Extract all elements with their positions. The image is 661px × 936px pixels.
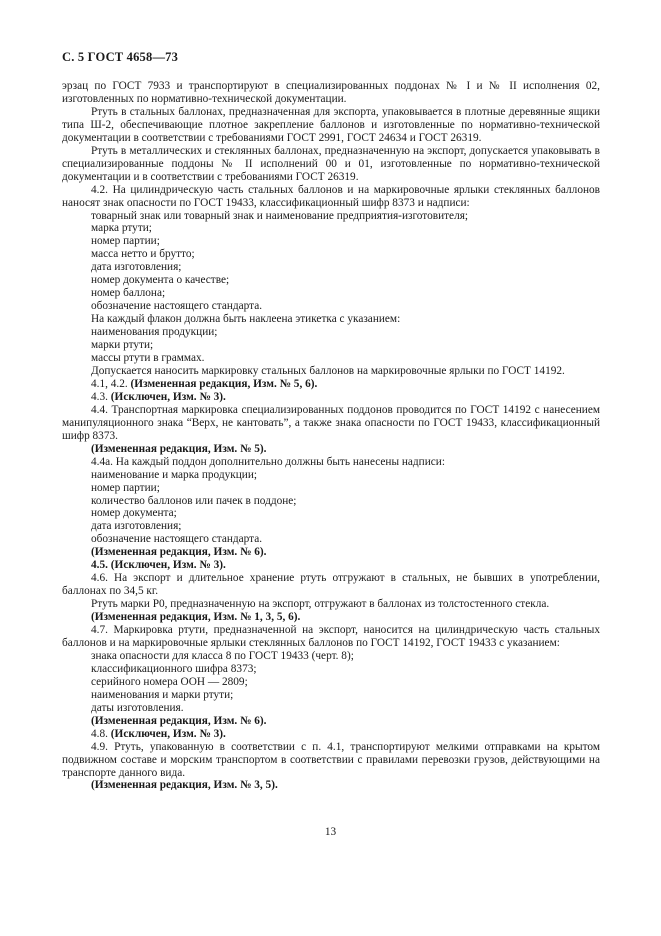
paragraph-text: дата изготовления; <box>91 520 182 533</box>
paragraph-text: товарный знак или товарный знак и наименование предприятия-изготовителя; <box>91 209 469 222</box>
list-item <box>62 274 600 287</box>
paragraph-text: На каждый флакон должна быть наклеена этикетка с указанием: <box>91 313 401 326</box>
paragraph <box>62 443 600 456</box>
paragraph-text: обозначение настоящего стандарта. <box>91 533 263 546</box>
paragraph-text: номер баллона; <box>91 287 166 300</box>
paragraph-text: эрзац по ГОСТ 7933 и транспортируют в специализированных поддонах № I и № II исполнения 02, изготовленных по нормативно-технической документации. <box>62 80 600 105</box>
paragraph-text: марки ртути; <box>91 339 154 352</box>
amendment-note: (Измененная редакция, Изм. № 6). <box>91 714 267 727</box>
paragraph-text: наименование и марка продукции; <box>91 468 258 481</box>
paragraph-text: Ртуть в стальных баллонах, предназначенная для экспорта, упаковывается в плотные деревянные ящики типа Ш-2, обеспечивающие плотное закрепление баллонов и изготовленные по нормативно-технической документации в соответствии с требованиями ГОСТ 2991, ГОСТ 24634 и ГОСТ 26319. <box>62 105 600 144</box>
paragraph <box>62 546 600 559</box>
paragraph-text: номер партии; <box>91 481 160 494</box>
amendment-note: (Измененная редакция, Изм. № 1, 3, 5, 6). <box>91 611 301 624</box>
list-item <box>62 235 600 248</box>
list-item <box>62 248 600 261</box>
paragraph <box>62 106 600 145</box>
list-item <box>62 689 600 702</box>
paragraph <box>62 456 600 469</box>
clause-number: 4.3. <box>91 390 111 403</box>
paragraph <box>62 145 600 184</box>
paragraph-text: 4.4а. На каждый поддон дополнительно должны быть нанесены надписи: <box>91 455 445 468</box>
paragraph <box>62 741 600 780</box>
paragraph-text: классификационного шифра 8373; <box>91 662 257 675</box>
paragraph <box>62 80 600 106</box>
paragraph-text: дата изготовления; <box>91 261 182 274</box>
paragraph-text: Ртуть марки Р0, предназначенную на экспорт, отгружают в баллонах из толстостенного стекла. <box>91 598 550 611</box>
paragraph-text: номер документа о качестве; <box>91 274 230 287</box>
paragraph-text: количество баллонов или пачек в поддоне; <box>91 494 297 507</box>
paragraph <box>62 184 600 210</box>
paragraph-text: серийного номера ООН — 2809; <box>91 675 248 688</box>
paragraph-text: номер партии; <box>91 235 160 248</box>
list-item <box>62 650 600 663</box>
amendment-note: (Измененная редакция, Изм. № 5). <box>91 442 267 455</box>
amendment-note: (Измененная редакция, Изм. № 6). <box>91 546 267 559</box>
paragraph <box>62 728 600 741</box>
paragraph-text: 4.7. Маркировка ртути, предназначенной на экспорт, наносится на цилиндрическую часть стальных баллонов и на маркировочные ярлыки стеклянных баллонов по ГОСТ 14192, ГОСТ 19433 с указанием: <box>62 624 600 649</box>
paragraph-text: наименования и марки ртути; <box>91 688 234 701</box>
list-item <box>62 520 600 533</box>
paragraph-text: массы ртути в граммах. <box>91 352 205 365</box>
paragraph-text: 4.4. Транспортная маркировка специализированных поддонов проводится по ГОСТ 14192 с нанесением манипуляционного знака “Верх, не кантовать”, а также знака опасности по ГОСТ 19433, классификационный шифр 8373. <box>62 403 600 442</box>
amendment-note: 4.5. (Исключен, Изм. № 3). <box>91 559 226 572</box>
paragraph-text: знака опасности для класса 8 по ГОСТ 19433 (черт. 8); <box>91 649 354 662</box>
paragraph <box>62 313 600 326</box>
paragraph <box>62 404 600 443</box>
list-item <box>62 287 600 300</box>
list-item <box>62 339 600 352</box>
list-item <box>62 261 600 274</box>
list-item <box>62 702 600 715</box>
paragraph <box>62 598 600 611</box>
paragraph-text: даты изготовления. <box>91 701 184 714</box>
paragraph <box>62 572 600 598</box>
paragraph <box>62 624 600 650</box>
list-item <box>62 352 600 365</box>
list-item <box>62 495 600 508</box>
list-item <box>62 222 600 235</box>
amendment-note: (Исключен, Изм. № 3). <box>110 727 226 740</box>
paragraph-text: Ртуть в металлических и стеклянных баллонах, предназначенную на экспорт, допускается упаковывать в специализированные поддоны № II исполнений 00 и 01, изготовленные по нормативно-технической документации и в соответствии с требованиями ГОСТ 26319. <box>62 144 600 183</box>
paragraph-text: номер документа; <box>91 507 177 520</box>
paragraph <box>62 391 600 404</box>
paragraph <box>62 779 600 792</box>
list-item <box>62 507 600 520</box>
list-item <box>62 482 600 495</box>
page-number: 13 <box>324 826 337 838</box>
paragraph-text: масса нетто и брутто; <box>91 248 195 261</box>
paragraph-text: Допускается наносить маркировку стальных баллонов на маркировочные ярлыки по ГОСТ 14192. <box>91 364 565 377</box>
clause-number: 4.1, 4.2. <box>91 377 131 390</box>
list-item <box>62 300 600 313</box>
list-item <box>62 469 600 482</box>
amendment-note: (Исключен, Изм. № 3). <box>110 390 226 403</box>
paragraph-text: наименования продукции; <box>91 326 218 339</box>
paragraph-text: обозначение настоящего стандарта. <box>91 300 263 313</box>
list-item <box>62 663 600 676</box>
paragraph-text: 4.9. Ртуть, упакованную в соответствии с п. 4.1, транспортируют мелкими отправками на крытом подвижном составе и морским транспортом в соответствии с правилами перевозки грузов, действующими на транспорте данного вида. <box>62 740 600 779</box>
amendment-note: (Измененная редакция, Изм. № 5, 6). <box>130 377 318 390</box>
amendment-note: (Измененная редакция, Изм. № 3, 5). <box>91 779 278 792</box>
clause-number: 4.8. <box>91 727 111 740</box>
paragraph-text: 4.2. На цилиндрическую часть стальных баллонов и на маркировочные ярлыки стеклянных баллонов наносят знак опасности по ГОСТ 19433, классификационный шифр 8373 и надписи: <box>62 183 600 209</box>
paragraph <box>62 378 600 391</box>
list-item <box>62 533 600 546</box>
list-item <box>62 676 600 689</box>
paragraph-text: 4.6. На экспорт и длительное хранение ртуть отгружают в стальных, не бывших в употреблении, баллонах по 34,5 кг. <box>62 572 600 598</box>
paragraph <box>62 715 600 728</box>
list-item <box>62 326 600 339</box>
paragraph <box>62 559 600 572</box>
paragraph <box>62 611 600 624</box>
list-item <box>62 210 600 223</box>
document-body <box>62 80 600 792</box>
paragraph <box>62 365 600 378</box>
page-header: С. 5 ГОСТ 4658—73 <box>62 50 179 64</box>
paragraph-text: марка ртути; <box>91 222 152 235</box>
